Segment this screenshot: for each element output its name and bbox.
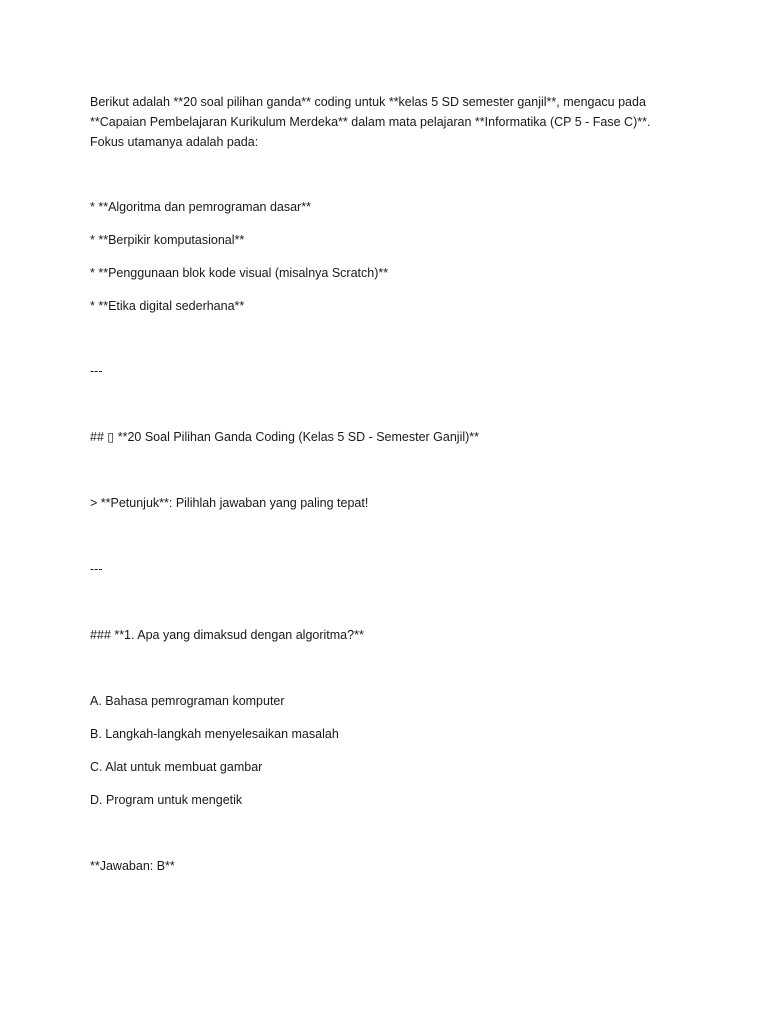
intro-line-3: Fokus utamanya adalah pada: bbox=[90, 135, 259, 149]
question-1-heading: ### **1. Apa yang dimaksud dengan algoritma?** bbox=[90, 628, 364, 642]
section-heading: ## ▯ **20 Soal Pilihan Ganda Coding (Kelas 5 SD - Semester Ganjil)** bbox=[90, 430, 480, 444]
question-1-option-b: B. Langkah-langkah menyelesaikan masalah bbox=[90, 727, 339, 741]
question-1-option-d: D. Program untuk mengetik bbox=[90, 793, 243, 807]
question-1-answer: **Jawaban: B** bbox=[90, 859, 175, 873]
instruction: > **Petunjuk**: Pilihlah jawaban yang paling tepat! bbox=[90, 496, 369, 510]
separator-2: --- bbox=[90, 562, 103, 576]
separator-1: --- bbox=[90, 364, 103, 378]
question-1-option-c: C. Alat untuk membuat gambar bbox=[90, 760, 263, 774]
intro-line-2: **Capaian Pembelajaran Kurikulum Merdeka** dalam mata pelajaran **Informatika (CP 5 - Fase C)**. bbox=[90, 115, 651, 129]
focus-item-algoritma: * **Algoritma dan pemrograman dasar** bbox=[90, 200, 311, 214]
intro-line-1: Berikut adalah **20 soal pilihan ganda** coding untuk **kelas 5 SD semester ganjil**, mengacu pada bbox=[90, 95, 646, 109]
question-1-option-a: A. Bahasa pemrograman komputer bbox=[90, 694, 285, 708]
focus-item-etika: * **Etika digital sederhana** bbox=[90, 299, 245, 313]
focus-item-blok-kode: * **Penggunaan blok kode visual (misalnya Scratch)** bbox=[90, 266, 389, 280]
focus-item-berpikir: * **Berpikir komputasional** bbox=[90, 233, 245, 247]
